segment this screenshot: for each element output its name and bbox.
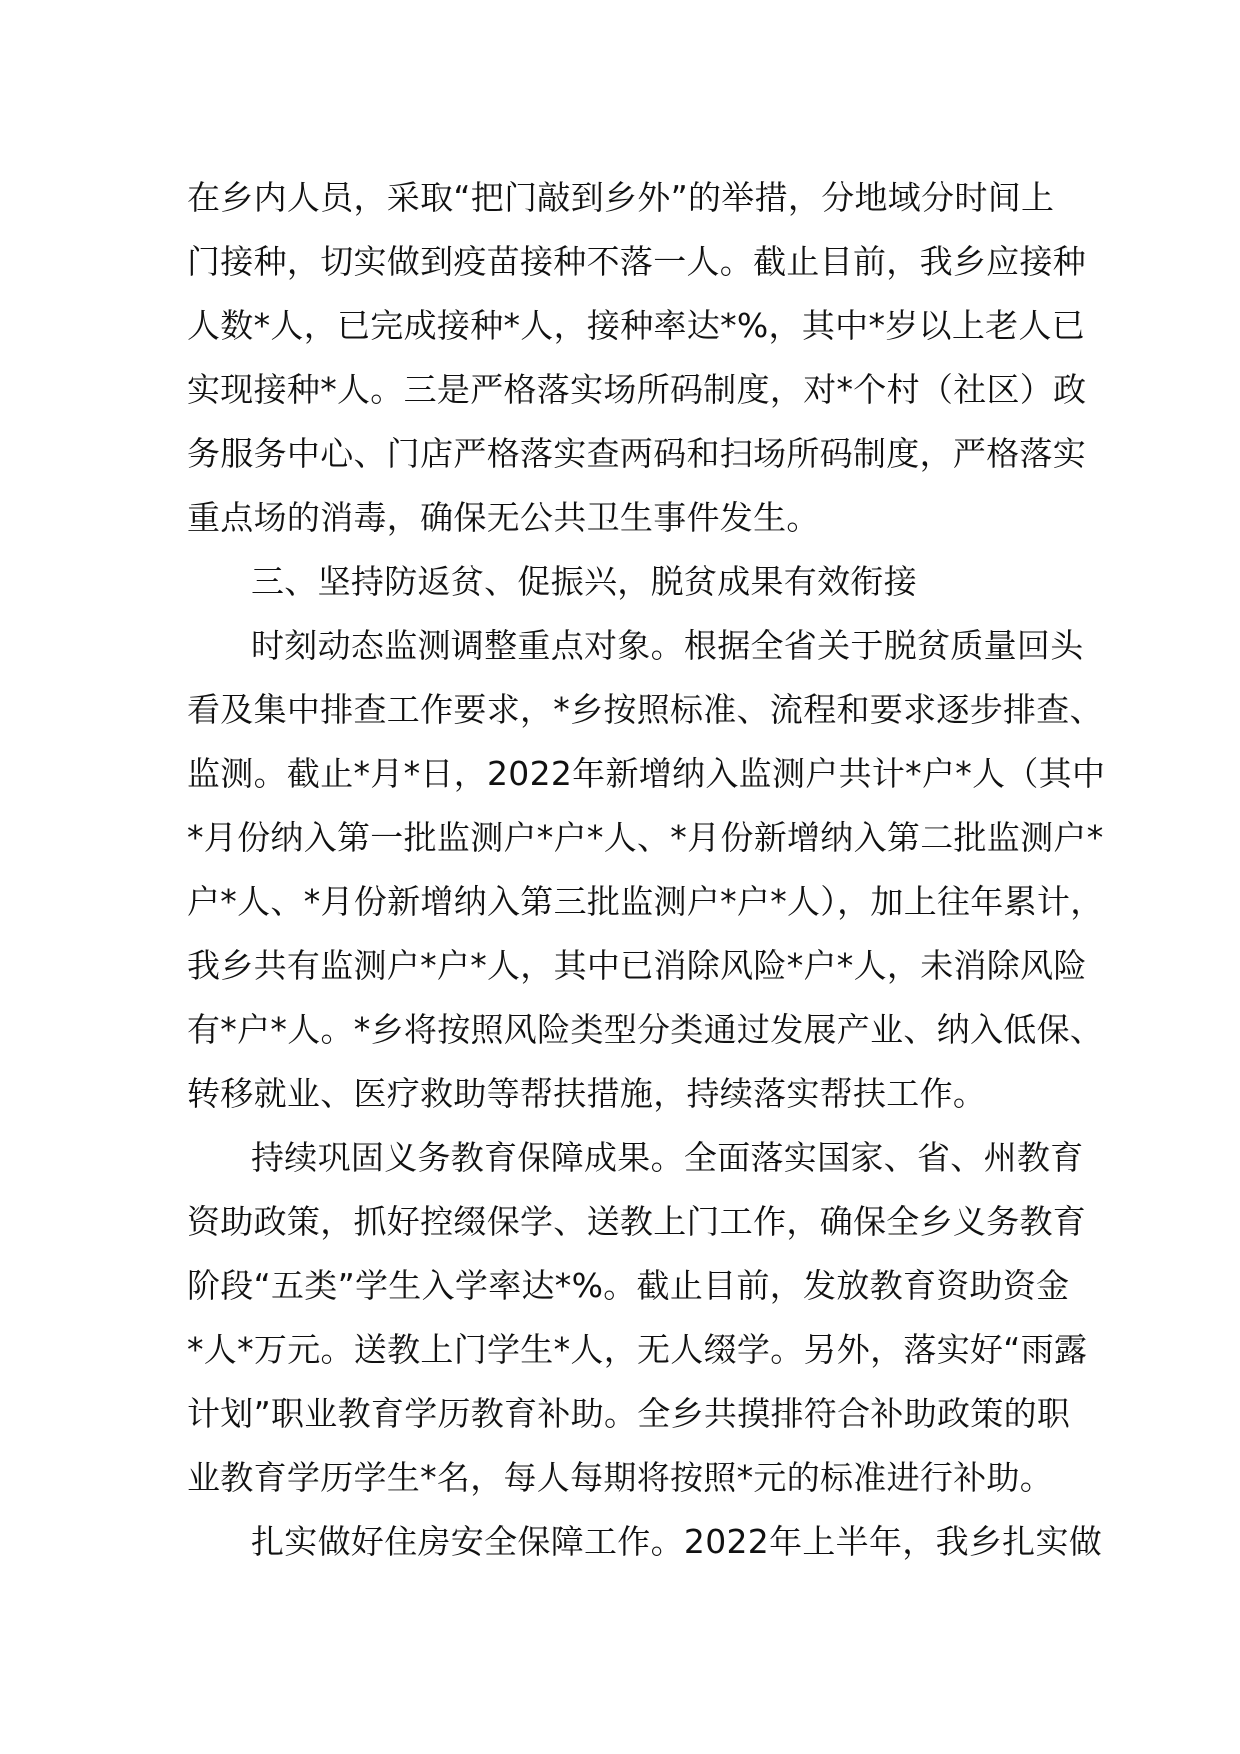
text-line: *人*万元。送教上门学生*人，无人缀学。另外，落实好“雨露 bbox=[187, 1330, 1088, 1369]
text-line: 务服务中心、门店严格落实查两码和扫场所码制度，严格落实 bbox=[187, 434, 1087, 473]
text-line: 重点场的消毒，确保无公共卫生事件发生。 bbox=[187, 498, 820, 537]
text-line: 资助政策，抓好控缀保学、送教上门工作，确保全乡义务教育 bbox=[187, 1202, 1087, 1241]
text-line: 人数*人，已完成接种*人，接种率达*%，其中*岁以上老人已 bbox=[187, 306, 1086, 345]
text-line: 门接种，切实做到疫苗接种不落一人。截止目前，我乡应接种 bbox=[187, 242, 1087, 281]
paragraph-start-line: 持续巩固义务教育保障成果。全面落实国家、省、州教育 bbox=[251, 1138, 1084, 1177]
text-line: 实现接种*人。三是严格落实场所码制度，对*个村（社区）政 bbox=[187, 370, 1087, 409]
paragraph-start-line: 时刻动态监测调整重点对象。根据全省关于脱贫质量回头 bbox=[251, 626, 1084, 665]
text-line: 计划”职业教育学历教育补助。全乡共摸排符合补助政策的职 bbox=[187, 1394, 1071, 1433]
text-line: 有*户*人。*乡将按照风险类型分类通过发展产业、纳入低保、 bbox=[187, 1010, 1104, 1049]
section-heading: 三、坚持防返贫、促振兴，脱贫成果有效衔接 bbox=[251, 562, 917, 601]
text-line: 看及集中排查工作要求，*乡按照标准、流程和要求逐步排查、 bbox=[187, 690, 1103, 729]
text-line: 业教育学历学生*名，每人每期将按照*元的标准进行补助。 bbox=[187, 1458, 1054, 1497]
text-line: 我乡共有监测户*户*人，其中已消除风险*户*人，未消除风险 bbox=[187, 946, 1087, 985]
text-line: *月份纳入第一批监测户*户*人、*月份新增纳入第二批监测户* bbox=[187, 818, 1104, 857]
text-line: 监测。截止*月*日，2022年新增纳入监测户共计*户*人（其中 bbox=[187, 754, 1106, 793]
text-line: 阶段“五类”学生入学率达*%。截止目前，发放教育资助资金 bbox=[187, 1266, 1070, 1305]
text-line: 转移就业、医疗救助等帮扶措施，持续落实帮扶工作。 bbox=[187, 1074, 987, 1113]
paragraph-start-line: 扎实做好住房安全保障工作。2022年上半年，我乡扎实做 bbox=[251, 1522, 1103, 1561]
text-line: 在乡内人员，采取“把门敲到乡外”的举措，分地域分时间上 bbox=[187, 178, 1055, 217]
text-line: 户*人、*月份新增纳入第三批监测户*户*人），加上往年累计， bbox=[187, 882, 1104, 921]
